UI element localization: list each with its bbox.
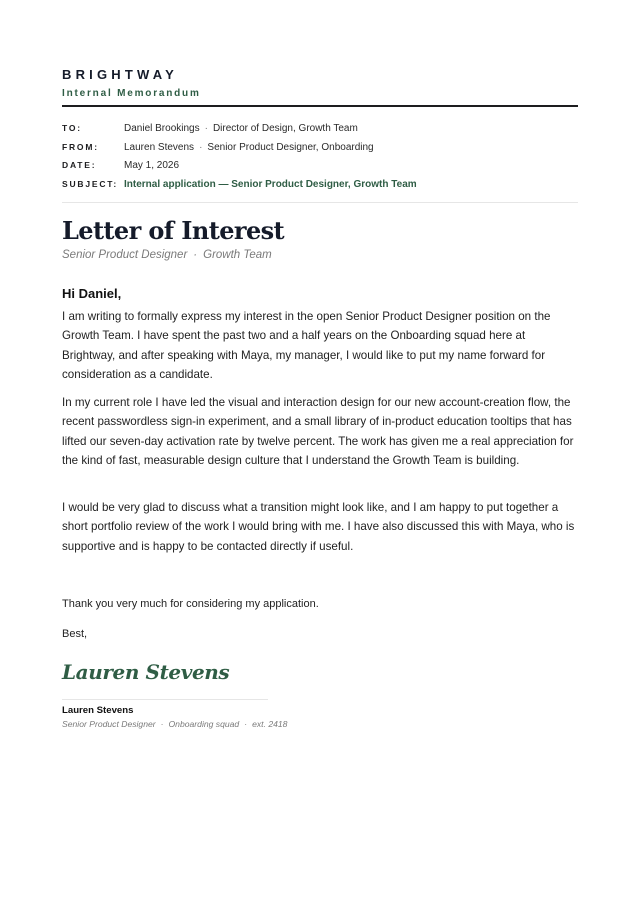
signer-squad: Onboarding squad [168,719,240,729]
meta-date-label: DATE: [62,160,97,170]
meta-divider [62,202,578,203]
separator-dot: · [244,719,248,729]
signer-title: Senior Product Designer [62,719,156,729]
signature-divider [62,699,268,700]
body-paragraph-1: I am writing to formally express my interest in the open Senior Product Designer position on the Growth Team. I have spent the past two and a half years on the Onboarding squad here at Brightway, and after speaking with Maya, my manager, I would like to put my name forward for consideration as a candidate. [62,310,551,381]
separator-dot: · [193,249,198,261]
meta-subject-label: SUBJECT: [62,179,118,189]
to-role: Director of Design, Growth Team [212,123,358,134]
separator-dot: · [204,123,208,134]
letter-subtitle [62,249,272,261]
separator-dot: · [160,719,164,729]
to-name: Daniel Brookings [124,123,200,134]
header-divider [62,105,578,107]
brand-wordmark: BRIGHTWAY [62,67,179,82]
body-paragraph-3: I would be very glad to discuss what a transition might look like, and I am happy to put together a short portfolio review of the work I would bring with me. I have also discussed this with Maya, who is supportive and is happy to be contacted directly if useful. [62,501,575,553]
meta-date-value: May 1, 2026 [124,160,180,171]
subtitle-role: Senior Product Designer [62,249,188,261]
from-role: Senior Product Designer, Onboarding [207,142,374,153]
subtitle-team: Growth Team [203,249,272,261]
closing-thanks: Thank you very much for considering my application. [62,598,319,610]
memo-type-label: Internal Memorandum [62,88,201,99]
signer-details [62,719,287,729]
meta-to-value [124,123,358,134]
signer-name: Lauren Stevens [62,705,134,716]
greeting: Hi Daniel, [62,286,122,301]
body-paragraph-2: In my current role I have led the visual and interaction design for our new account-creation flow, the recent passwordless sign-in experiment, and a small library of in-product education tooltips that has lifted our seven-day activation rate by twelve percent. The work has given me a real appreciation for the kind of fast, measurable design culture that I understand the Growth Team is building. [62,396,574,467]
separator-dot: · [199,142,203,153]
closing-signoff: Best, [62,628,88,640]
signer-extension: ext. 2418 [252,719,288,729]
meta-subject-value: Internal application — Senior Product Designer, Growth Team [124,179,417,190]
from-name: Lauren Stevens [124,142,195,153]
meta-from-label: FROM: [62,142,99,152]
meta-from-value [124,142,374,153]
meta-to-label: TO: [62,123,82,133]
handwritten-signature: Lauren Stevens [62,660,230,684]
letter-title: Letter of Interest [62,216,285,245]
